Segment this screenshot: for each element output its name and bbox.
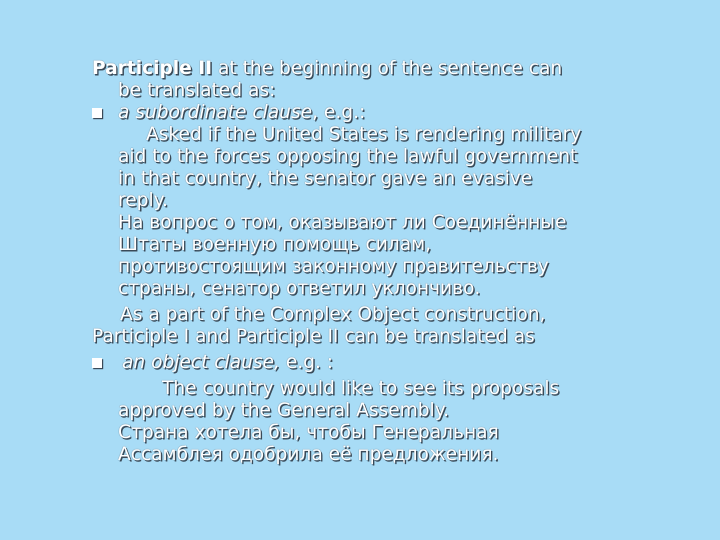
bullet1-ru-line-4: страны, сенатор ответил уклончиво.	[118, 278, 481, 299]
bullet1-ru-line-1: На вопрос о том, оказывают ли Соединённые	[118, 212, 567, 233]
para2-line-2: Participle I and Participle II can be translated as	[92, 326, 535, 347]
slide-body	[92, 58, 682, 466]
heading-bold-term: Participle II	[92, 58, 213, 79]
bullet1-en-line-3: in that country, the senator gave an evasive	[118, 168, 533, 189]
bullet1-label	[92, 102, 682, 124]
square-bullet-icon	[92, 108, 102, 118]
bullet1-label-italic: a subordinate clause	[118, 102, 313, 123]
bullet2-label-italic: an object clause,	[122, 352, 280, 373]
bullet1-ru-line-3: противостоящим законному правительству	[118, 256, 549, 277]
bullet1-label-rest: , e.g.:	[312, 102, 366, 123]
bullet2-label	[92, 352, 682, 374]
bullet1-en-line-1: Asked if the United States is rendering military	[146, 124, 582, 145]
para2-line-1: As a part of the Complex Object construction,	[120, 304, 546, 325]
square-bullet-icon	[92, 358, 102, 368]
bullet-item-subordinate-clause	[92, 102, 682, 300]
heading-line-1	[92, 58, 682, 80]
heading-rest: at the beginning of the sentence can	[212, 58, 563, 79]
bullet2-ru-line-2: Ассамблея одобрила её предложения.	[118, 444, 499, 465]
bullet1-en-line-2: aid to the forces opposing the lawful government	[118, 146, 578, 167]
bullet2-en-line-1: The country would like to see its proposals	[162, 378, 560, 399]
bullet1-ru-line-2: Штаты военную помощь силам,	[118, 234, 432, 255]
bullet-item-object-clause	[92, 352, 682, 466]
bullet2-en-line-2: approved by the General Assembly.	[118, 400, 449, 421]
bullet2-label-rest: e.g. :	[279, 352, 334, 373]
bullet2-ru-line-1: Страна хотела бы, чтобы Генеральная	[118, 422, 499, 443]
bullet1-en-line-4: reply.	[118, 190, 168, 211]
heading-line-2: be translated as:	[118, 80, 276, 101]
